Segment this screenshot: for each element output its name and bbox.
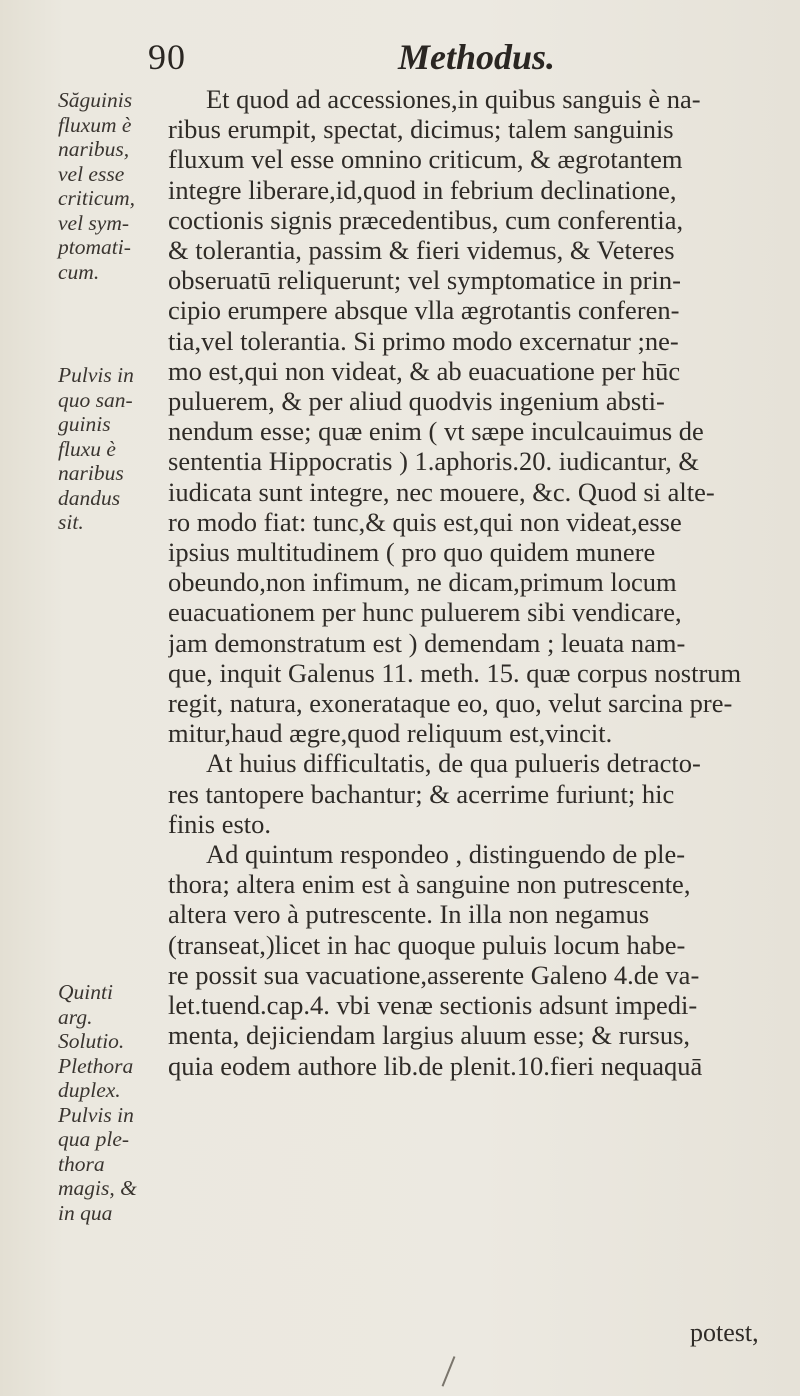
margin-line: qua ple- [58, 1127, 130, 1151]
margin-line: fluxum è [58, 112, 132, 137]
margin-line: arg. [58, 1004, 93, 1029]
margin-line: thora [58, 1151, 105, 1176]
body-text [168, 84, 780, 1081]
text-line: mitur,haud ægre,quod reliquum est,vincit. [168, 718, 613, 749]
margin-line: dandus [58, 485, 121, 510]
text-line: quia eodem authore lib.de plenit.10.fieri nequaquā [168, 1050, 703, 1081]
text-line: ipsius multitudinem ( pro quo quidem munere [168, 537, 656, 568]
text-line: ro modo fiat: tunc,& quis est,qui non videat,esse [168, 506, 682, 537]
margin-line: Pulvis in [58, 1102, 134, 1127]
text-line: thora; altera enim est à sanguine non putrescente, [168, 869, 691, 900]
text-line: ribus erumpit, spectat, dicimus; talem sanguinis [168, 114, 674, 145]
margin-line: quo san- [58, 387, 133, 412]
text-line: sententia Hippocratis ) 1.aphoris.20. iudicantur, & [168, 446, 700, 477]
text-line: obseruatū reliquerunt; vel symptomatice in prin- [168, 265, 681, 296]
text-line: euacuationem per hunc puluerem sibi vendicare, [168, 597, 682, 628]
margin-line: vel sym- [58, 210, 130, 235]
margin-line: Săguinis [58, 88, 133, 112]
margin-line: Plethora [58, 1053, 134, 1078]
page-number: 90 [148, 37, 186, 77]
text-line: altera vero à putrescente. In illa non negamus [168, 899, 650, 930]
margin-line: guinis [58, 412, 111, 436]
text-line: regit, natura, exonerataque eo, quo, velut sarcina pre- [168, 688, 733, 719]
text-line: (transeat,)licet in hac quoque puluis locum habe- [168, 929, 686, 960]
margin-line: fluxu è [58, 436, 116, 461]
page-header [0, 30, 800, 90]
text-line: iudicata sunt integre, nec mouere, &c. Quod si alte- [168, 476, 715, 507]
margin-line: vel esse [58, 161, 125, 186]
text-line: Et quod ad accessiones,in quibus sanguis è na- [206, 84, 701, 114]
margin-line: magis, & [58, 1176, 137, 1200]
text-line: integre liberare,id,quod in febrium declinatione, [168, 174, 677, 205]
running-title: Methodus. [398, 37, 556, 77]
text-line: puluerem, & per aliud quodvis ingenium absti- [168, 386, 665, 417]
text-line: re possit sua vacuatione,asserente Galeno 4.de va- [168, 959, 700, 990]
text-line: mo est,qui non videat, & ab euacuatione per hūc [168, 355, 681, 386]
text-line: Ad quintum respondeo , distinguendo de ple- [206, 839, 686, 870]
margin-note-3 [58, 980, 168, 1225]
ink-mark [442, 1356, 469, 1392]
margin-line: ptomati- [58, 235, 131, 259]
text-line: & tolerantia, passim & fieri videmus, & Veteres [168, 235, 675, 266]
margin-note-1 [58, 88, 168, 284]
margin-line: Solutio. [58, 1029, 125, 1053]
margin-line: duplex. [58, 1078, 121, 1102]
margin-line: criticum, [58, 186, 136, 210]
text-line: tia,vel tolerantia. Si primo modo excernatur ;ne- [168, 325, 679, 356]
text-line: res tantopere bachantur; & acerrime furiunt; hic [168, 778, 675, 809]
text-line: que, inquit Galenus 11. meth. 15. quæ corpus nostrum [168, 657, 742, 688]
text-line: fluxum vel esse omnino criticum, & ægrotantem [168, 144, 683, 175]
text-line: coctionis signis præcedentibus, cum conferentia, [168, 204, 684, 235]
catchword: potest, [690, 1318, 759, 1347]
margin-line: Quinti [58, 980, 113, 1004]
margin-note-2 [58, 363, 168, 535]
margin-line: cum. [58, 259, 100, 284]
margin-line: naribus [58, 461, 124, 485]
text-line: cipio erumpere absque vlla ægrotantis conferen- [168, 295, 680, 326]
text-line: At huius difficultatis, de qua pulueris detracto- [206, 748, 701, 779]
margin-line: naribus, [58, 137, 130, 161]
margin-line: in qua [58, 1200, 113, 1225]
text-line: let.tuend.cap.4. vbi venæ sectionis adsunt impedi- [168, 990, 698, 1021]
text-line: obeundo,non infimum, ne dicam,primum locum [168, 567, 677, 598]
text-line: jam demonstratum est ) demendam ; leuata nam- [168, 627, 686, 658]
text-line: menta, dejiciendam largius aluum esse; & rursus, [168, 1020, 691, 1051]
margin-line: sit. [58, 510, 84, 534]
text-line: finis esto. [168, 808, 272, 839]
margin-line: Pulvis in [58, 363, 134, 387]
text-line: nendum esse; quæ enim ( vt sæpe inculcauimus de [168, 416, 704, 447]
